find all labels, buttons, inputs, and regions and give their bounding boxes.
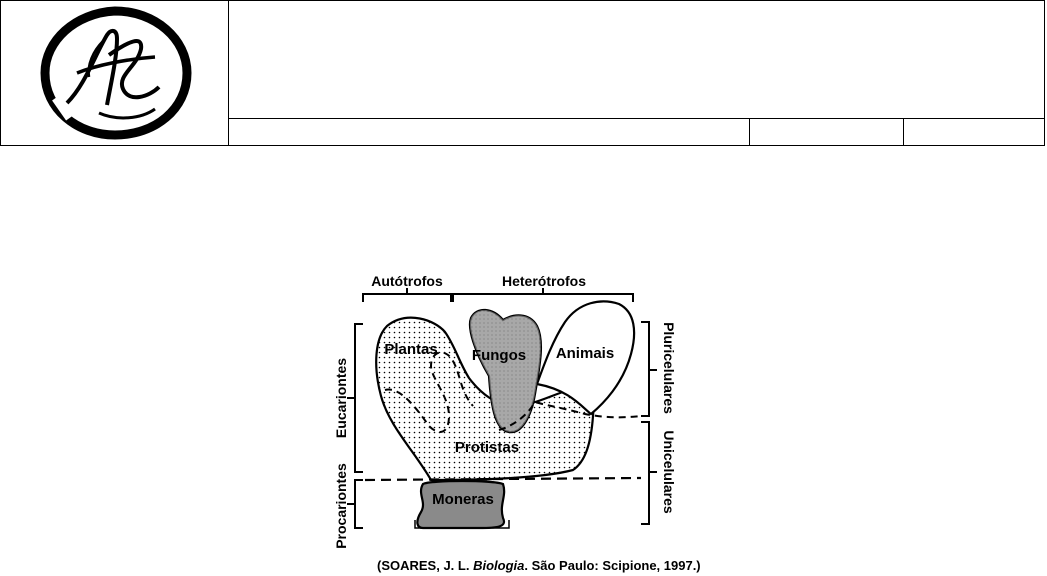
document-header <box>0 0 1045 146</box>
school-monogram-logo <box>37 5 193 141</box>
plants-label: Plantas <box>384 341 438 358</box>
prokaryotes-label: Procariontes <box>333 463 349 549</box>
header-field-date <box>904 119 1044 145</box>
header-field-name <box>229 119 750 145</box>
logo-cell <box>1 1 229 145</box>
eukaryotes-bracket <box>347 324 363 472</box>
header-title-cell <box>229 1 1044 119</box>
multicellular-bracket <box>641 322 657 416</box>
unicellular-bracket <box>641 422 657 524</box>
unicellular-label: Unicelulares <box>661 430 677 514</box>
header-field-class <box>750 119 904 145</box>
autotrophs-bracket <box>363 288 451 302</box>
kingdoms-diagram <box>323 266 793 576</box>
figure-citation: (SOARES, J. L. Biologia. São Paulo: Scipione, 1997.) <box>377 558 701 573</box>
animals-label: Animais <box>555 345 615 362</box>
monera-label: Moneras <box>432 491 494 508</box>
prokaryotes-bracket <box>347 480 363 528</box>
heterotrophs-bracket <box>453 288 633 302</box>
multicellular-label: Pluricelulares <box>661 322 677 414</box>
autotrophs-label: Autótrofos <box>371 273 443 289</box>
fungi-label: Fungos <box>471 347 527 364</box>
protists-label: Protistas <box>454 439 520 456</box>
heterotrophs-label: Heterótrofos <box>501 273 587 289</box>
eukaryotes-label: Eucariontes <box>333 357 349 439</box>
